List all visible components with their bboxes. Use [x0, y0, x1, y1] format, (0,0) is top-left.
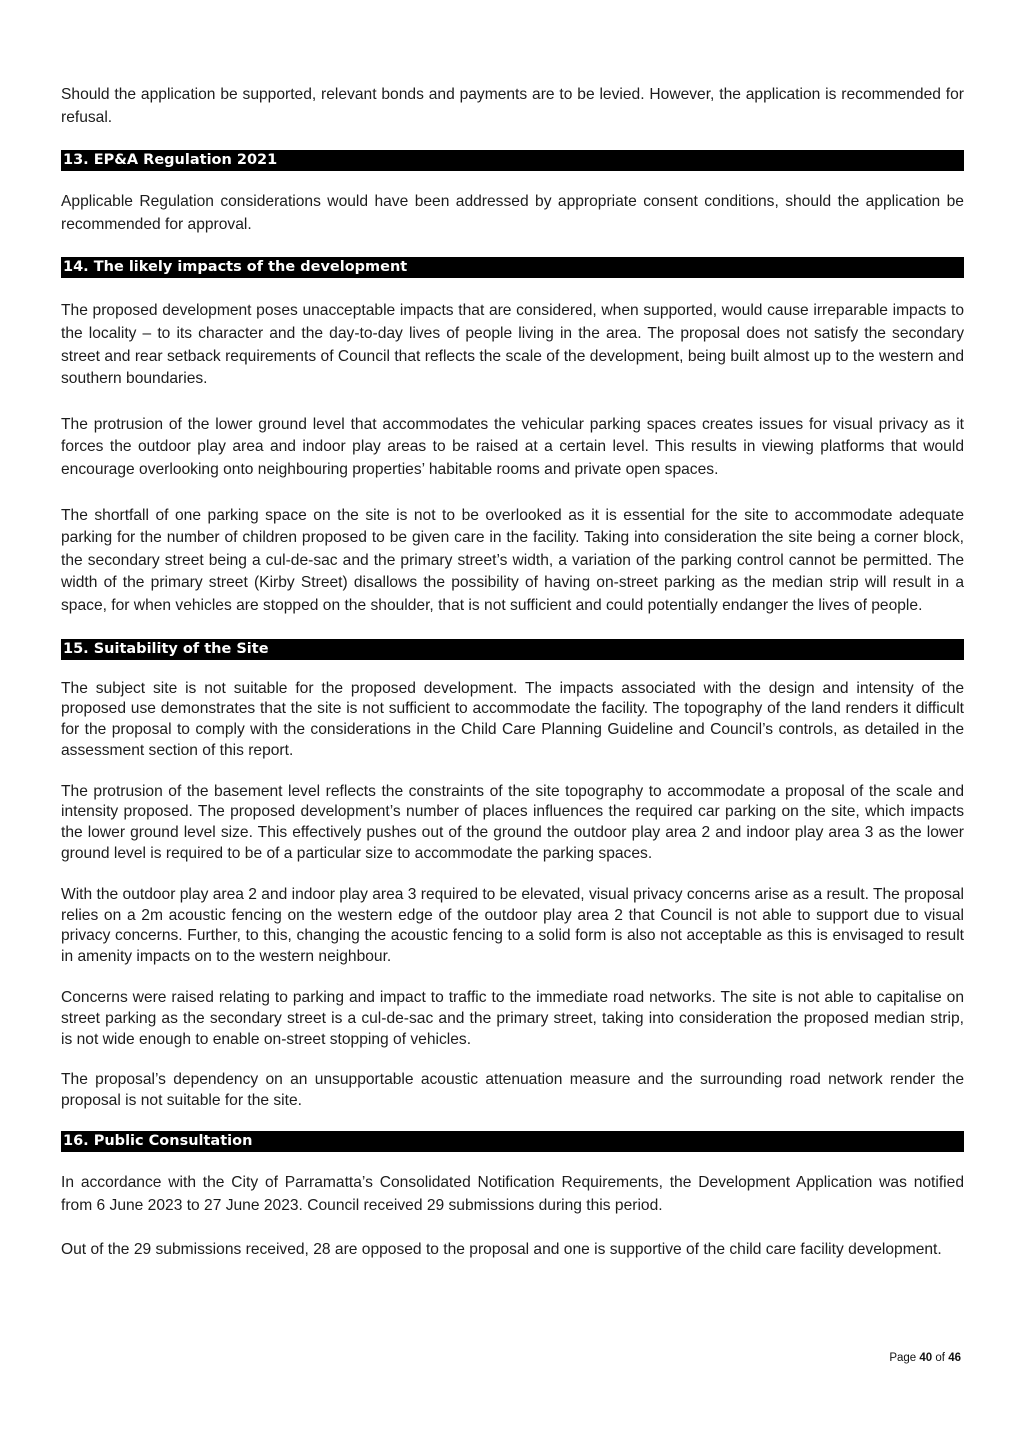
- section-16-heading: 16. Public Consultation: [61, 1131, 964, 1152]
- section-15-heading: 15. Suitability of the Site: [61, 639, 964, 660]
- document-page: [61, 84, 964, 1262]
- footer-page-label: Page: [889, 1352, 917, 1364]
- section-14-paragraph-2: The protrusion of the lower ground level that accommodates the vehicular parking spaces creates issues for visual privacy as it forces the outdoor play area and indoor play areas to be raised at a certain level. This results in viewing platforms that would encourage overlooking onto neighbouring properties’ habitable rooms and private open spaces.: [61, 415, 964, 478]
- section-15-paragraph-5: The proposal’s dependency on an unsupportable acoustic attenuation measure and the surrounding road network render the proposal is not suitable for the site.: [61, 1071, 964, 1110]
- section-15-paragraph-4: Concerns were raised relating to parking and impact to traffic to the immediate road networks. The site is not able to capitalise on street parking as the secondary street is a cul-de-sac and the primary street, taking into consideration the proposed median strip, is not wide enough to enable on-street stopping of vehicles.: [61, 989, 964, 1048]
- section-14-paragraph-1: The proposed development poses unacceptable impacts that are considered, when supported, would cause irreparable impacts to the locality – to its character and the day-to-day lives of people living in the area. The proposal does not satisfy the secondary street and rear setback requirements of Council that reflects the scale of the development, being built almost up to the western and southern boundaries.: [61, 302, 964, 388]
- section-16-paragraph-2: Out of the 29 submissions received, 28 are opposed to the proposal and one is supportive of the child care facility development.: [61, 1241, 942, 1259]
- section-15-paragraph-2: The protrusion of the basement level reflects the constraints of the site topography to accommodate a proposal of the scale and intensity proposed. The proposed development’s number of places influences the required car parking on the site, which impacts the lower ground level size. This effectively pushes out of the ground the outdoor play area 2 and indoor play area 3 as the lower ground level is required to be of a particular size to accommodate the parking spaces.: [61, 782, 964, 863]
- section-14-paragraph-3: The shortfall of one parking space on the site is not to be overlooked as it is essential for the site to accommodate adequate parking for the number of children proposed to be given care in the facility. Taking into consideration the site being a corner block, the secondary street being a cul-de-sac and the primary street’s width, a variation of the parking control cannot be permitted. The width of the primary street (Kirby Street) disallows the possibility of having on-street parking as the median strip will result in a space, for when vehicles are stopped on the shoulder, that is not sufficient and could potentially endanger the lives of people.: [61, 506, 964, 614]
- intro-paragraph: Should the application be supported, relevant bonds and payments are to be levied. However, the application is recommended for refusal.: [61, 86, 964, 126]
- section-13-paragraph-1: Applicable Regulation considerations would have been addressed by appropriate consent conditions, should the application be recommended for approval.: [61, 193, 964, 233]
- footer-total-pages: 46: [948, 1352, 961, 1364]
- page-number-footer: [889, 1352, 961, 1364]
- section-16-paragraph-1: In accordance with the City of Parramatta’s Consolidated Notification Requirements, the Development Application was notified from 6 June 2023 to 27 June 2023. Council received 29 submissions during this period.: [61, 1174, 964, 1214]
- footer-of-label: of: [935, 1352, 945, 1364]
- section-14-heading: 14. The likely impacts of the development: [61, 257, 964, 278]
- footer-page-number: 40: [919, 1352, 933, 1364]
- section-15-paragraph-1: The subject site is not suitable for the proposed development. The impacts associated with the design and intensity of the proposed use demonstrates that the site is not sufficient to accommodate the facility. The topography of the land renders it difficult for the proposal to comply with the considerations in the Child Care Planning Guideline and Council’s controls, as detailed in the assessment section of this report.: [61, 679, 964, 759]
- section-13-heading: 13. EP&A Regulation 2021: [61, 150, 964, 171]
- section-15-paragraph-3: With the outdoor play area 2 and indoor play area 3 required to be elevated, visual privacy concerns arise as a result. The proposal relies on a 2m acoustic fencing on the western edge of the outdoor play area 2 that Council is not able to support due to visual privacy concerns. Further, to this, changing the acoustic fencing to a solid form is also not acceptable as this is envisaged to result in amenity impacts on to the western neighbour.: [61, 885, 964, 966]
